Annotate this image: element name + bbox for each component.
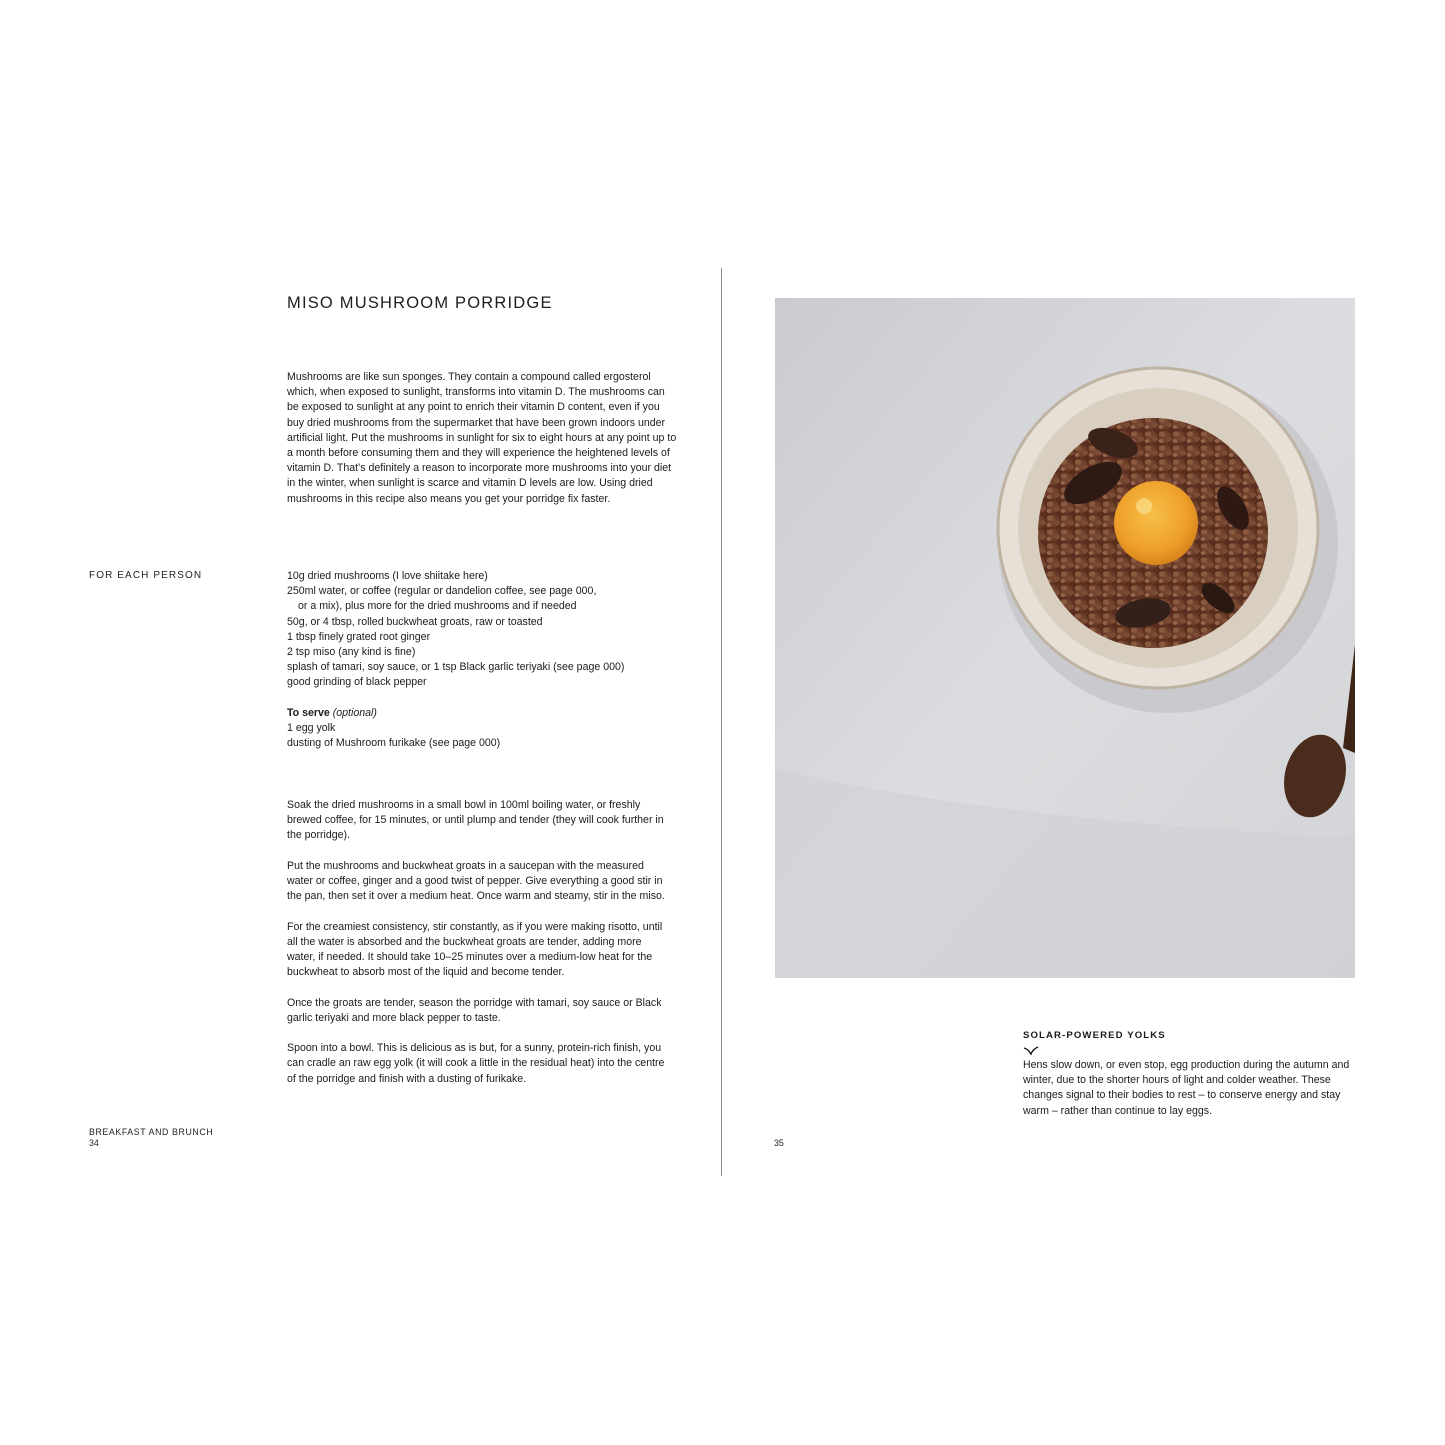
- to-serve-note: (optional): [332, 707, 377, 719]
- method-step: Once the groats are tender, season the porridge with tamari, soy sauce or Black garlic teriyaki and more black pepper to taste.: [287, 996, 662, 1024]
- yolk-highlight: [1136, 498, 1152, 514]
- recipe-intro: [287, 370, 679, 507]
- ingredient-item: good grinding of black pepper: [287, 676, 427, 689]
- method-steps: [287, 798, 667, 1102]
- egg-yolk: [1114, 481, 1198, 565]
- method-step: Soak the dried mushrooms in a small bowl in 100ml boiling water, or freshly brewed coffee, for 15 minutes, or until plump and tender (they will cook further in the porridge).: [287, 799, 664, 842]
- ingredient-item: 2 tsp miso (any kind is fine): [287, 646, 416, 659]
- ingredient-item: splash of tamari, soy sauce, or 1 tsp Black garlic teriyaki (see page 000): [287, 661, 625, 674]
- method-step: Put the mushrooms and buckwheat groats in a saucepan with the measured water or coffee, ginger and a good twist of pepper. Give everything a good stir in the pan, then set it over a medium heat. Once warm and steamy, stir in the miso.: [287, 859, 665, 903]
- to-serve-title: To serve: [287, 707, 330, 719]
- ingredient-item: or a mix), plus more for the dried mushrooms and if needed: [298, 600, 577, 613]
- to-serve-heading: [287, 706, 667, 721]
- intro-paragraph: Mushrooms are like sun sponges. They contain a compound called ergosterol which, when exposed to sunlight, transforms into vitamin D. The mushrooms can be exposed to sunlight at any point to enrich their vitamin D content, even if you buy dried mushrooms from the supermarket that have been grown indoors under artificial light. Put the mushrooms in sunlight for six to eight hours at any point up to a month before consuming them and they will experience the heightened levels of vitamin D. That’s definitely a reason to incorporate more mushrooms into your diet in the winter, when sunlight is scarce and vitamin D levels are low. Using dried mushrooms in this recipe also means you get your porridge fix faster.: [287, 371, 677, 505]
- sidebar-title: SOLAR-POWERED YOLKS: [1023, 1030, 1166, 1041]
- ingredient-list: [287, 569, 667, 691]
- ingredient-item: 10g dried mushrooms (I love shiitake here): [287, 570, 488, 582]
- ingredient-item: 50g, or 4 tbsp, rolled buckwheat groats, raw or toasted: [287, 615, 543, 628]
- ingredient-item: 1 tbsp finely grated root ginger: [287, 630, 431, 643]
- page-number-left: 34: [89, 1138, 99, 1148]
- to-serve-list: [287, 706, 667, 752]
- method-step: Spoon into a bowl. This is delicious as is but, for a sunny, protein-rich finish, you can cradle an raw egg yolk (it will cook a little in the residual heat) into the centre of the porridge and finish with a dusting of furikake.: [287, 1042, 665, 1085]
- serve-item: dusting of Mushroom furikake (see page 000): [287, 737, 501, 750]
- bird-icon: [1023, 1044, 1039, 1056]
- section-footer: BREAKFAST AND BRUNCH: [89, 1127, 214, 1137]
- recipe-title: MISO MUSHROOM PORRIDGE: [287, 294, 553, 312]
- ingredient-item: 250ml water, or coffee (regular or dandelion coffee, see page 000,: [287, 585, 597, 598]
- sidebar-text: Hens slow down, or even stop, egg production during the autumn and winter, due to the shorter hours of light and colder weather. These changes signal to their bodies to rest – to conserve energy and stay warm – rather than continue to lay eggs.: [1023, 1059, 1350, 1117]
- page-number-right: 35: [774, 1138, 784, 1148]
- serve-item: 1 egg yolk: [287, 722, 336, 735]
- method-step: For the creamiest consistency, stir constantly, as if you were making risotto, until all the water is absorbed and the buckwheat groats are tender, adding more water, if needed. It should take 10–25 minutes over a medium-low heat for the buckwheat to absorb most of the liquid and become tender.: [287, 920, 663, 979]
- page-gutter-divider: [721, 268, 722, 1176]
- porridge-photo: [775, 298, 1355, 978]
- serves-label: FOR EACH PERSON: [89, 570, 203, 581]
